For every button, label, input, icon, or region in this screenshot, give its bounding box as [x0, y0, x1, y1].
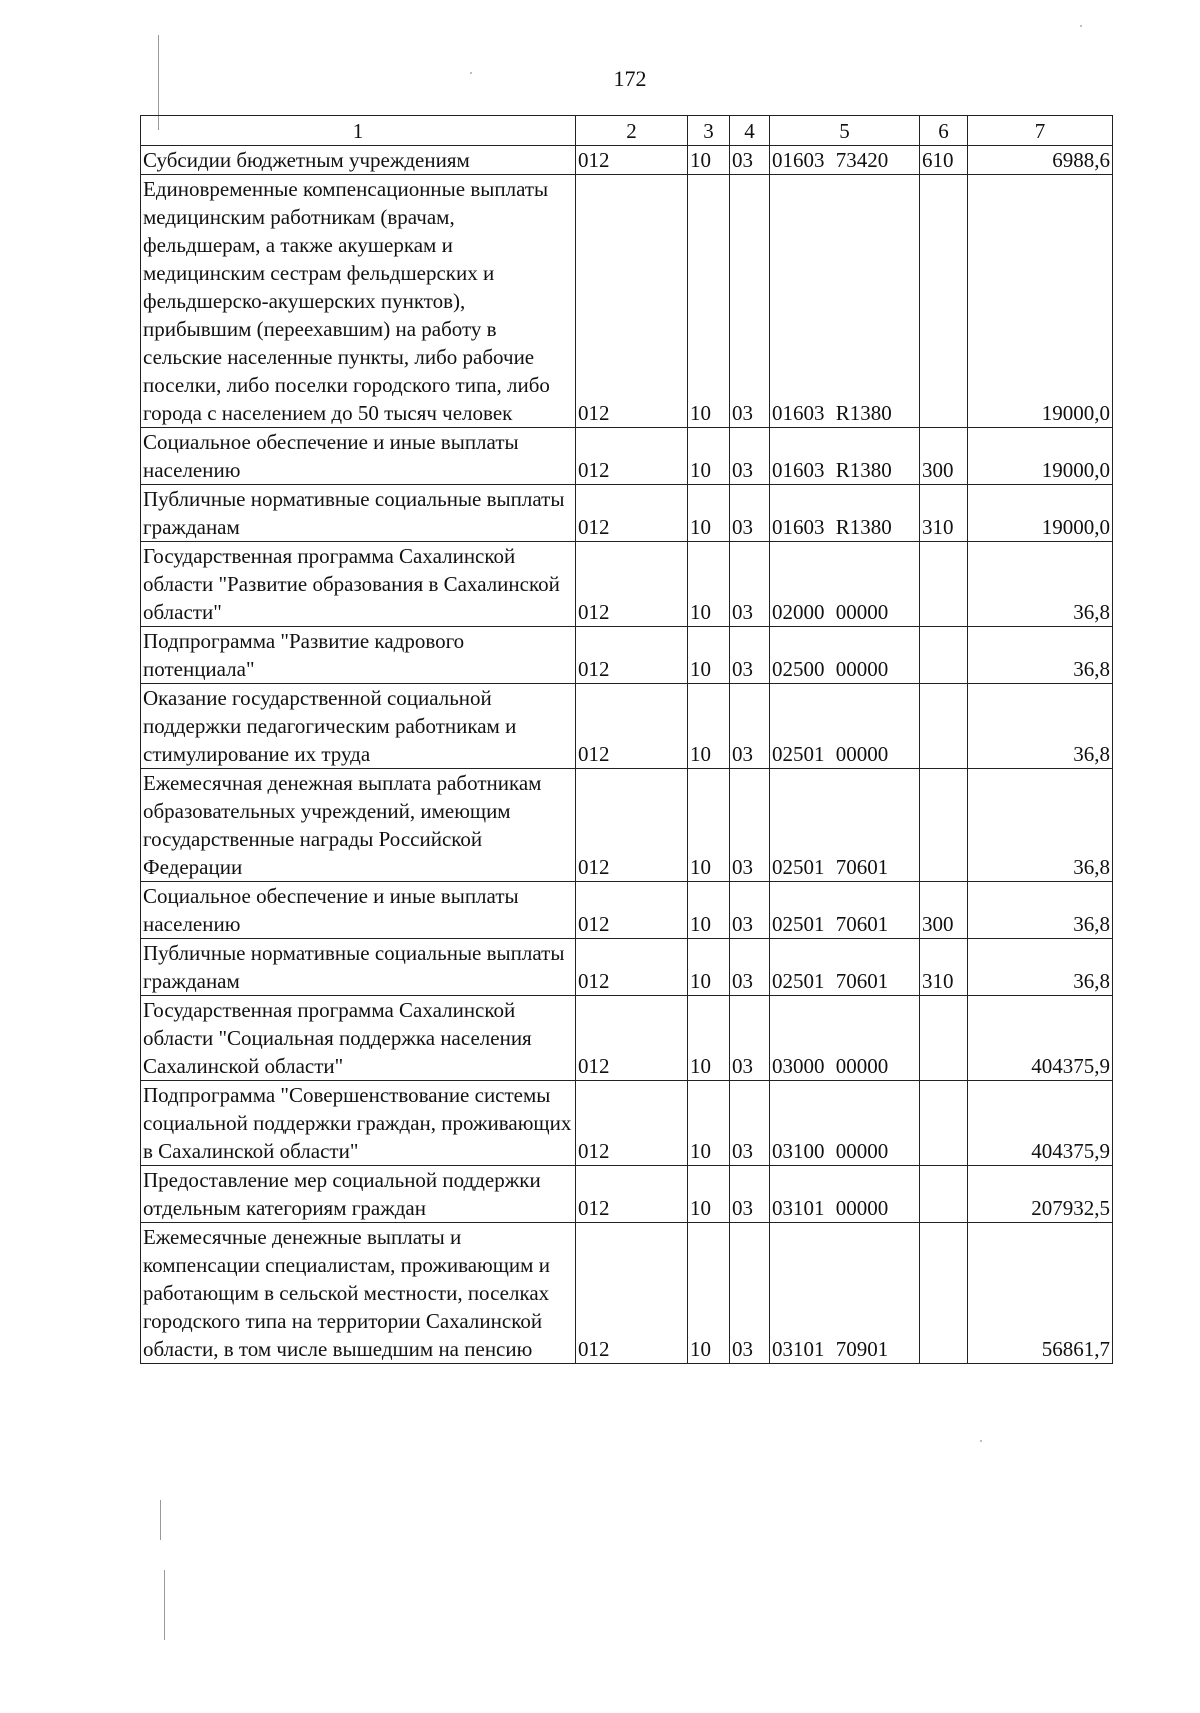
header-cell: 4	[730, 116, 770, 146]
section-code: 10	[688, 882, 730, 939]
section-code: 10	[688, 627, 730, 684]
ministry-code: 012	[576, 175, 688, 428]
ministry-code: 012	[576, 769, 688, 882]
table-row	[141, 1081, 1113, 1166]
subsection-code: 03	[730, 939, 770, 996]
item-name: Подпрограмма "Развитие кадрового потенциала"	[141, 627, 576, 684]
target-article-code: 03101 00000	[770, 1166, 920, 1223]
subsection-code: 03	[730, 428, 770, 485]
amount: 36,8	[968, 939, 1113, 996]
ministry-code: 012	[576, 996, 688, 1081]
ministry-code: 012	[576, 1166, 688, 1223]
amount: 207932,5	[968, 1166, 1113, 1223]
table-row	[141, 882, 1113, 939]
target-article-code: 02501 70601	[770, 939, 920, 996]
ministry-code: 012	[576, 627, 688, 684]
section-code: 10	[688, 1081, 730, 1166]
target-article-code: 03100 00000	[770, 1081, 920, 1166]
expense-type-code	[920, 996, 968, 1081]
expense-type-code	[920, 684, 968, 769]
expense-type-code: 300	[920, 882, 968, 939]
amount: 19000,0	[968, 485, 1113, 542]
table-row	[141, 428, 1113, 485]
target-article-code: 03000 00000	[770, 996, 920, 1081]
amount: 36,8	[968, 769, 1113, 882]
subsection-code: 03	[730, 1223, 770, 1364]
ministry-code: 012	[576, 1081, 688, 1166]
section-code: 10	[688, 542, 730, 627]
section-code: 10	[688, 175, 730, 428]
subsection-code: 03	[730, 769, 770, 882]
section-code: 10	[688, 939, 730, 996]
item-name: Предоставление мер социальной поддержки отдельным категориям граждан	[141, 1166, 576, 1223]
table-row	[141, 996, 1113, 1081]
expense-type-code: 610	[920, 146, 968, 175]
item-name: Государственная программа Сахалинской области "Социальная поддержка населения Сахалинской области"	[141, 996, 576, 1081]
subsection-code: 03	[730, 996, 770, 1081]
subsection-code: 03	[730, 1166, 770, 1223]
table-row	[141, 769, 1113, 882]
section-code: 10	[688, 1223, 730, 1364]
ministry-code: 012	[576, 684, 688, 769]
page-number: 172	[613, 66, 647, 91]
section-code: 10	[688, 485, 730, 542]
item-name: Социальное обеспечение и иные выплаты населению	[141, 428, 576, 485]
header-cell: 7	[968, 116, 1113, 146]
amount: 36,8	[968, 627, 1113, 684]
item-name: Оказание государственной социальной поддержки педагогическим работникам и стимулирование их труда	[141, 684, 576, 769]
target-article-code: 03101 70901	[770, 1223, 920, 1364]
target-article-code: 01603 R1380	[770, 175, 920, 428]
amount: 19000,0	[968, 175, 1113, 428]
table-row	[141, 485, 1113, 542]
amount: 404375,9	[968, 996, 1113, 1081]
item-name: Государственная программа Сахалинской области "Развитие образования в Сахалинской области"	[141, 542, 576, 627]
item-name: Ежемесячные денежные выплаты и компенсации специалистам, проживающим и работающим в сельской местности, поселках городского типа на территории Сахалинской области, в том числе вышедшим на пенсию	[141, 1223, 576, 1364]
header-cell: 6	[920, 116, 968, 146]
ministry-code: 012	[576, 882, 688, 939]
expense-type-code	[920, 175, 968, 428]
expense-type-code	[920, 627, 968, 684]
expense-type-code	[920, 1081, 968, 1166]
section-code: 10	[688, 1166, 730, 1223]
table-row	[141, 627, 1113, 684]
header-cell: 3	[688, 116, 730, 146]
amount: 56861,7	[968, 1223, 1113, 1364]
target-article-code: 02500 00000	[770, 627, 920, 684]
section-code: 10	[688, 996, 730, 1081]
amount: 404375,9	[968, 1081, 1113, 1166]
section-code: 10	[688, 684, 730, 769]
subsection-code: 03	[730, 175, 770, 428]
header-cell: 1	[141, 116, 576, 146]
header-row	[141, 116, 1113, 146]
table-row	[141, 146, 1113, 175]
subsection-code: 03	[730, 542, 770, 627]
expense-type-code	[920, 542, 968, 627]
item-name: Ежемесячная денежная выплата работникам образовательных учреждений, имеющим государственные награды Российской Федерации	[141, 769, 576, 882]
item-name: Публичные нормативные социальные выплаты гражданам	[141, 485, 576, 542]
item-name: Субсидии бюджетным учреждениям	[141, 146, 576, 175]
target-article-code: 02501 70601	[770, 769, 920, 882]
table-row	[141, 542, 1113, 627]
budget-table	[140, 115, 1113, 1364]
scan-artifact-left-line	[164, 1570, 165, 1640]
header-cell: 5	[770, 116, 920, 146]
subsection-code: 03	[730, 1081, 770, 1166]
target-article-code: 01603 R1380	[770, 485, 920, 542]
subsection-code: 03	[730, 684, 770, 769]
item-name: Подпрограмма "Совершенствование системы социальной поддержки граждан, проживающих в Сахалинской области"	[141, 1081, 576, 1166]
scan-artifact-left-line	[160, 1500, 161, 1540]
amount: 6988,6	[968, 146, 1113, 175]
item-name: Единовременные компенсационные выплаты медицинским работникам (врачам, фельдшерам, а также акушеркам и медицинским сестрам фельдшерских и фельдшерско-акушерских пунктов), прибывшим (переехавшим) на работу в сельские населенные пункты, либо рабочие поселки, либо поселки городского типа, либо города с населением до 50 тысяч человек	[141, 175, 576, 428]
ministry-code: 012	[576, 428, 688, 485]
amount: 36,8	[968, 542, 1113, 627]
ministry-code: 012	[576, 1223, 688, 1364]
target-article-code: 01603 R1380	[770, 428, 920, 485]
subsection-code: 03	[730, 882, 770, 939]
expense-type-code: 310	[920, 939, 968, 996]
item-name: Социальное обеспечение и иные выплаты населению	[141, 882, 576, 939]
ministry-code: 012	[576, 542, 688, 627]
subsection-code: 03	[730, 627, 770, 684]
table-row	[141, 939, 1113, 996]
amount: 19000,0	[968, 428, 1113, 485]
amount: 36,8	[968, 684, 1113, 769]
expense-type-code	[920, 769, 968, 882]
table-row	[141, 1223, 1113, 1364]
target-article-code: 02501 00000	[770, 684, 920, 769]
subsection-code: 03	[730, 146, 770, 175]
ministry-code: 012	[576, 485, 688, 542]
ministry-code: 012	[576, 939, 688, 996]
table-row	[141, 175, 1113, 428]
target-article-code: 02501 70601	[770, 882, 920, 939]
amount: 36,8	[968, 882, 1113, 939]
section-code: 10	[688, 146, 730, 175]
expense-type-code: 300	[920, 428, 968, 485]
expense-type-code: 310	[920, 485, 968, 542]
target-article-code: 01603 73420	[770, 146, 920, 175]
subsection-code: 03	[730, 485, 770, 542]
target-article-code: 02000 00000	[770, 542, 920, 627]
scan-speck	[980, 1440, 982, 1442]
expense-type-code	[920, 1166, 968, 1223]
scan-speck	[1080, 25, 1082, 27]
ministry-code: 012	[576, 146, 688, 175]
section-code: 10	[688, 769, 730, 882]
expense-type-code	[920, 1223, 968, 1364]
item-name: Публичные нормативные социальные выплаты гражданам	[141, 939, 576, 996]
table-row	[141, 684, 1113, 769]
table-row	[141, 1166, 1113, 1223]
header-cell: 2	[576, 116, 688, 146]
section-code: 10	[688, 428, 730, 485]
